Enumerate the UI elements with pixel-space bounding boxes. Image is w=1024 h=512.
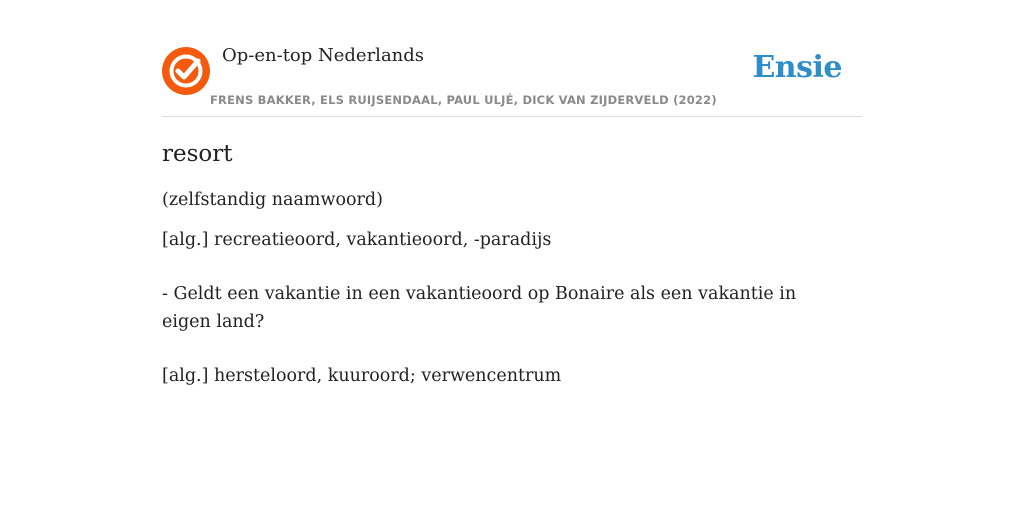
part-of-speech: (zelfstandig naamwoord) [162,190,383,210]
source-logo [162,47,210,95]
headword: resort [162,141,233,167]
checkmark-circle-icon [162,47,210,95]
source-authors: FRENS BAKKER, ELS RUIJSENDAAL, PAUL ULJÉ, DICK VAN ZIJDERVELD (2022) [210,93,717,107]
sense-definition: [alg.] recreatieoord, vakantieoord, -paradijs [162,230,552,250]
source-header [162,40,862,117]
dictionary-entry [162,138,842,416]
source-title[interactable]: Op-en-top Nederlands [222,45,425,66]
sense-definition: [alg.] hersteloord, kuuroord; verwencentrum [162,366,562,386]
usage-example: - Geldt een vakantie in een vakantieoord op Bonaire als een vakantie in eigen land? [162,284,797,332]
ensie-logo-link[interactable]: Ensie [752,50,842,85]
